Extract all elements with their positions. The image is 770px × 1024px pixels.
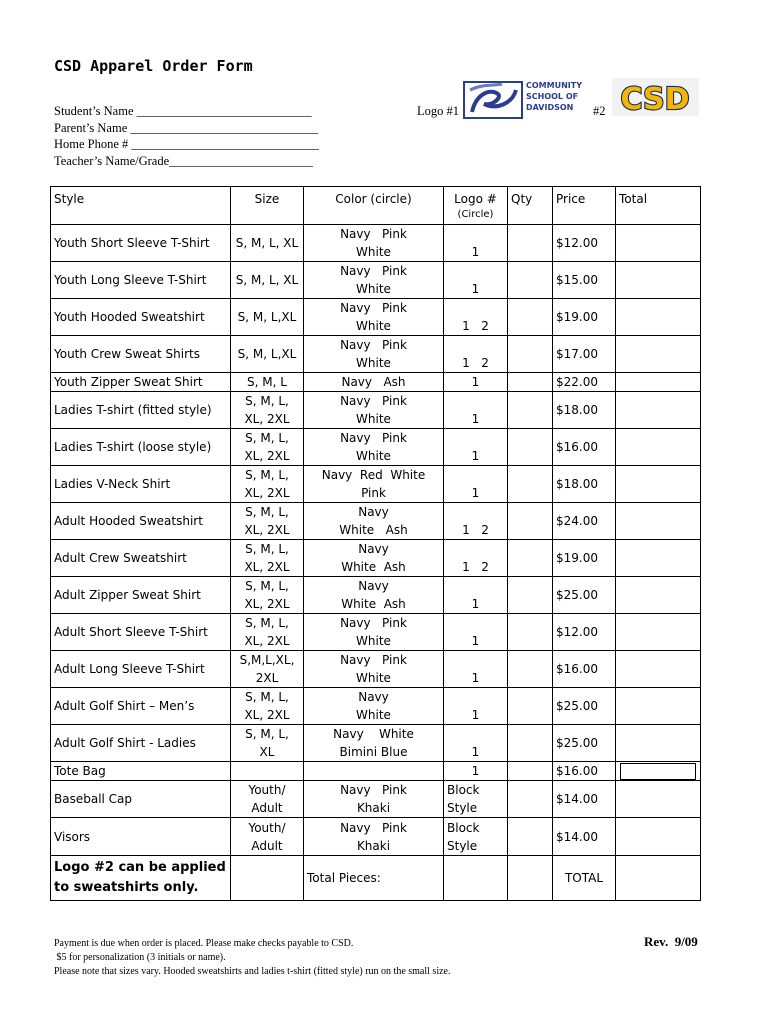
total-box[interactable] <box>620 763 696 780</box>
total-input[interactable] <box>616 336 701 373</box>
style-cell: Adult Zipper Sweat Shirt <box>51 577 231 614</box>
total-input[interactable] <box>616 466 701 503</box>
color-line: White <box>356 634 391 648</box>
total-input[interactable] <box>616 225 701 262</box>
logo-cell[interactable] <box>444 392 508 429</box>
size-line: S, M, L,XL <box>237 310 297 324</box>
color-line: Navy Pink <box>340 264 407 278</box>
qty-input[interactable] <box>508 577 553 614</box>
size-line: XL, 2XL <box>244 486 290 500</box>
color-cell[interactable] <box>304 429 444 466</box>
size-cell <box>231 503 304 540</box>
size-line: Adult <box>251 838 283 853</box>
size-line: XL, 2XL <box>244 449 290 463</box>
size-line: S, M, L, <box>245 579 289 593</box>
header-logo-label: Logo # <box>454 192 497 206</box>
logo-cell[interactable] <box>444 781 508 818</box>
price-cell: $12.00 <box>553 614 616 651</box>
color-cell[interactable] <box>304 392 444 429</box>
logo-cell[interactable] <box>444 262 508 299</box>
style-cell: Youth Long Sleeve T-Shirt <box>51 262 231 299</box>
size-line: XL, 2XL <box>244 412 290 426</box>
logo-value: 1 <box>471 486 480 500</box>
color-line: Navy Pink <box>340 820 407 835</box>
footer-line-payment: Payment is due when order is placed. Please make checks payable to CSD. <box>54 938 354 949</box>
size-cell <box>231 373 304 392</box>
logo-value: 1 2 <box>462 319 489 333</box>
price-cell: $18.00 <box>553 466 616 503</box>
logo-value: 1 <box>471 245 480 259</box>
logo-value: 1 2 <box>462 560 489 574</box>
logo1-text-line1: COMMUNITY <box>526 81 583 90</box>
table-row <box>51 818 701 856</box>
price-cell: $16.00 <box>553 651 616 688</box>
style-cell: Youth Hooded Sweatshirt <box>51 299 231 336</box>
logo1-text-line2: SCHOOL OF <box>526 92 579 101</box>
table-row <box>51 781 701 818</box>
color-line: Navy Pink <box>340 338 407 352</box>
logo-cell[interactable] <box>444 818 508 856</box>
size-line: S, M, L, XL <box>235 273 299 287</box>
price-cell: $16.00 <box>553 429 616 466</box>
csd-logo-text: CSD <box>620 82 690 116</box>
total-input[interactable] <box>616 540 701 577</box>
logo-cell[interactable] <box>444 614 508 651</box>
qty-input[interactable] <box>508 651 553 688</box>
size-cell <box>231 299 304 336</box>
size-line: S, M, L, XL <box>235 236 299 250</box>
price-cell: $25.00 <box>553 688 616 725</box>
size-line: XL <box>259 745 275 759</box>
logo-value: 1 <box>471 708 480 722</box>
logo-cell[interactable] <box>444 577 508 614</box>
logo-value: 1 <box>471 764 480 778</box>
student-info-block <box>54 103 319 169</box>
logo-note-line1: Logo #2 can be applied <box>54 860 226 875</box>
size-cell <box>231 818 304 856</box>
style-cell: Ladies T-shirt (fitted style) <box>51 392 231 429</box>
style-cell: Youth Crew Sweat Shirts <box>51 336 231 373</box>
size-cell <box>231 781 304 818</box>
table-row <box>51 540 701 577</box>
table-row <box>51 429 701 466</box>
size-cell <box>231 466 304 503</box>
logo1-text-line3: DAVIDSON <box>526 103 574 112</box>
size-line: S, M, L <box>247 375 287 389</box>
color-cell[interactable] <box>304 503 444 540</box>
total-input[interactable] <box>616 503 701 540</box>
total-input[interactable] <box>616 429 701 466</box>
color-line: White Ash <box>339 523 408 537</box>
size-line: S,M,L,XL, <box>239 653 295 667</box>
color-line: White <box>356 245 391 259</box>
color-cell[interactable] <box>304 336 444 373</box>
form-title: CSD Apparel Order Form <box>54 57 253 75</box>
qty-input[interactable] <box>508 429 553 466</box>
logo_lines-line: Style <box>447 838 478 853</box>
color-line: Khaki <box>356 838 391 853</box>
total-pieces-label: Total Pieces: <box>304 856 444 901</box>
price-cell: $25.00 <box>553 577 616 614</box>
logo-value: 1 2 <box>462 356 489 370</box>
price-cell: $24.00 <box>553 503 616 540</box>
size-line: S, M, L,XL <box>237 347 297 361</box>
style-cell: Visors <box>51 818 231 856</box>
header-size: Size <box>231 187 304 225</box>
size-cell <box>231 429 304 466</box>
logo-value: 1 <box>471 634 480 648</box>
size-line: XL, 2XL <box>244 597 290 611</box>
header-style: Style <box>51 187 231 225</box>
qty-input[interactable] <box>508 614 553 651</box>
total-label: TOTAL <box>553 856 616 901</box>
price-cell: $17.00 <box>553 336 616 373</box>
logo-note-line2: to sweatshirts only. <box>54 880 199 895</box>
qty-input[interactable] <box>508 725 553 762</box>
parent-name-field[interactable]: Parent’s Name ______________________________ <box>54 120 318 135</box>
header-price: Price <box>553 187 616 225</box>
style-cell: Youth Zipper Sweat Shirt <box>51 373 231 392</box>
price-cell: $19.00 <box>553 299 616 336</box>
size-cell <box>231 336 304 373</box>
logo-value: 1 <box>471 375 480 389</box>
price-cell: $18.00 <box>553 392 616 429</box>
color-line: White <box>356 449 391 463</box>
color-cell[interactable] <box>304 299 444 336</box>
color-line: White <box>356 412 391 426</box>
summary-logo-cell <box>444 856 508 901</box>
color-cell[interactable] <box>304 762 444 781</box>
color-line: White <box>356 671 391 685</box>
color-cell[interactable] <box>304 262 444 299</box>
color-line: Navy Pink <box>340 301 407 315</box>
qty-input[interactable] <box>508 262 553 299</box>
total-input[interactable] <box>616 688 701 725</box>
color-line: White Ash <box>341 597 406 611</box>
style-cell: Ladies T-shirt (loose style) <box>51 429 231 466</box>
color-line: Pink <box>361 486 386 500</box>
style-cell: Adult Short Sleeve T-Shirt <box>51 614 231 651</box>
table-row <box>51 614 701 651</box>
size-line: Adult <box>251 801 283 815</box>
footer-line-personalization: $5 for personalization (3 initials or name). <box>54 952 226 963</box>
color-line: Navy Pink <box>340 783 407 797</box>
total-input[interactable] <box>616 373 701 392</box>
size-line: S, M, L, <box>245 727 289 741</box>
logo2-label: #2 <box>593 104 606 118</box>
table-row <box>51 688 701 725</box>
color-line: White <box>356 708 391 722</box>
total-input[interactable] <box>616 614 701 651</box>
color-line: Navy Pink <box>340 394 407 408</box>
footer-notes <box>54 937 450 979</box>
size-line: S, M, L, <box>245 690 289 704</box>
color-line: Navy White <box>333 727 414 741</box>
style-cell: Adult Long Sleeve T-Shirt <box>51 651 231 688</box>
color-cell[interactable] <box>304 540 444 577</box>
total-input[interactable] <box>616 577 701 614</box>
header-total: Total <box>616 187 701 225</box>
logo_lines-line: Style <box>447 801 478 815</box>
color-line: White <box>356 282 391 296</box>
logo-cell[interactable] <box>444 225 508 262</box>
qty-input[interactable] <box>508 818 553 856</box>
table-row <box>51 466 701 503</box>
size-line: S, M, L, <box>245 394 289 408</box>
size-line: Youth/ <box>248 820 286 835</box>
logo-cell[interactable] <box>444 651 508 688</box>
student-name-field[interactable]: Student’s Name ____________________________ <box>54 104 312 118</box>
total-input[interactable] <box>616 818 701 856</box>
total-input[interactable] <box>616 725 701 762</box>
teacher-grade-field[interactable]: Teacher’s Name/Grade_______________________ <box>54 153 313 168</box>
color-cell[interactable] <box>304 577 444 614</box>
price-cell: $22.00 <box>553 373 616 392</box>
color-cell[interactable] <box>304 781 444 818</box>
logo-cell[interactable] <box>444 429 508 466</box>
price-cell: $12.00 <box>553 225 616 262</box>
logo-value: 1 <box>471 412 480 426</box>
total-input[interactable] <box>616 651 701 688</box>
size-line: XL, 2XL <box>244 708 290 722</box>
size-line: XL, 2XL <box>244 634 290 648</box>
qty-input[interactable] <box>508 466 553 503</box>
color-cell[interactable] <box>304 466 444 503</box>
color-line: Navy <box>358 542 389 556</box>
size-cell <box>231 540 304 577</box>
qty-input[interactable] <box>508 781 553 818</box>
color-line: Navy Pink <box>340 616 407 630</box>
color-cell[interactable] <box>304 725 444 762</box>
qty-input[interactable] <box>508 392 553 429</box>
table-row <box>51 392 701 429</box>
color-cell[interactable] <box>304 614 444 651</box>
size-line: XL, 2XL <box>244 560 290 574</box>
logo-cell[interactable] <box>444 336 508 373</box>
color-line: Bimini Blue <box>339 745 408 759</box>
style-cell: Tote Bag <box>51 762 231 781</box>
size-line: S, M, L, <box>245 616 289 630</box>
summary-size-cell <box>231 856 304 901</box>
price-cell: $14.00 <box>553 781 616 818</box>
color-cell[interactable] <box>304 651 444 688</box>
size-line: XL, 2XL <box>244 523 290 537</box>
logo-note <box>51 856 231 901</box>
size-cell <box>231 762 304 781</box>
logo-value: 1 <box>471 449 480 463</box>
logo-value: 1 <box>471 671 480 685</box>
logo-cell[interactable] <box>444 373 508 392</box>
color-cell[interactable] <box>304 688 444 725</box>
price-cell: $14.00 <box>553 818 616 856</box>
table-row <box>51 299 701 336</box>
total-pieces-input[interactable] <box>508 856 553 901</box>
total-input[interactable] <box>616 262 701 299</box>
color-line: Navy Red White <box>321 468 426 482</box>
color-line: White <box>356 319 391 333</box>
table-row <box>51 762 701 781</box>
size-cell <box>231 725 304 762</box>
order-table <box>50 186 701 901</box>
price-cell: $25.00 <box>553 725 616 762</box>
logo_lines-line: Block <box>447 783 480 797</box>
grand-total-input[interactable] <box>616 856 701 901</box>
color-line: White Ash <box>341 560 406 574</box>
logo-cell[interactable] <box>444 688 508 725</box>
logo-cell[interactable] <box>444 466 508 503</box>
color-line: Navy Ash <box>341 375 406 389</box>
size-cell <box>231 225 304 262</box>
style-cell: Youth Short Sleeve T-Shirt <box>51 225 231 262</box>
color-line: Navy Pink <box>340 653 407 667</box>
color-line: Navy Pink <box>340 431 407 445</box>
header-color: Color (circle) <box>304 187 444 225</box>
header-logo <box>444 187 508 225</box>
size-line: S, M, L, <box>245 542 289 556</box>
qty-input[interactable] <box>508 336 553 373</box>
logo1-label: Logo #1 <box>417 104 460 118</box>
size-cell <box>231 262 304 299</box>
color-cell[interactable] <box>304 225 444 262</box>
qty-input[interactable] <box>508 688 553 725</box>
color-line: Navy <box>358 690 389 704</box>
size-line: S, M, L, <box>245 505 289 519</box>
color-line: White <box>356 356 391 370</box>
size-cell <box>231 688 304 725</box>
price-cell: $19.00 <box>553 540 616 577</box>
logo-value: 1 <box>471 282 480 296</box>
qty-input[interactable] <box>508 225 553 262</box>
logo-cell[interactable] <box>444 299 508 336</box>
style-cell: Adult Golf Shirt – Men’s <box>51 688 231 725</box>
color-cell[interactable] <box>304 373 444 392</box>
table-row <box>51 503 701 540</box>
table-row <box>51 577 701 614</box>
qty-input[interactable] <box>508 373 553 392</box>
home-phone-field[interactable]: Home Phone # ______________________________ <box>54 137 319 151</box>
total-input[interactable] <box>616 762 701 781</box>
size-cell <box>231 614 304 651</box>
table-row <box>51 725 701 762</box>
header-logo-sub: (Circle) <box>457 209 494 220</box>
table-row <box>51 336 701 373</box>
style-cell: Baseball Cap <box>51 781 231 818</box>
total-input[interactable] <box>616 299 701 336</box>
size-line: S, M, L, <box>245 431 289 445</box>
color-line: Khaki <box>356 801 391 815</box>
table-row <box>51 225 701 262</box>
color-line: Navy Pink <box>340 227 407 241</box>
size-line: S, M, L, <box>245 468 289 482</box>
size-cell <box>231 651 304 688</box>
qty-input[interactable] <box>508 503 553 540</box>
logo_lines-line: Block <box>447 820 480 835</box>
size-line: 2XL <box>255 671 279 685</box>
size-cell <box>231 392 304 429</box>
price-cell: $15.00 <box>553 262 616 299</box>
table-row <box>51 373 701 392</box>
style-cell: Ladies V-Neck Shirt <box>51 466 231 503</box>
logo-value: 1 <box>471 745 480 759</box>
table-header-row <box>51 187 701 225</box>
style-cell: Adult Golf Shirt - Ladies <box>51 725 231 762</box>
price-cell: $16.00 <box>553 762 616 781</box>
style-cell: Adult Crew Sweatshirt <box>51 540 231 577</box>
logo-value: 1 2 <box>462 523 489 537</box>
logo-cell[interactable] <box>444 725 508 762</box>
community-school-logo <box>462 76 590 122</box>
table-row <box>51 262 701 299</box>
color-line: Navy <box>358 505 389 519</box>
color-line: Navy <box>358 579 389 593</box>
total-input[interactable] <box>616 392 701 429</box>
csd-logo <box>612 78 699 116</box>
size-cell <box>231 577 304 614</box>
summary-row <box>51 856 701 901</box>
qty-input[interactable] <box>508 299 553 336</box>
footer-line-sizes: Please note that sizes vary. Hooded sweatshirts and ladies t-shirt (fitted style) run on the small size. <box>54 966 451 977</box>
size-line: Youth/ <box>248 783 286 797</box>
color-cell[interactable] <box>304 818 444 856</box>
style-cell: Adult Hooded Sweatshirt <box>51 503 231 540</box>
revision-label: Rev. 9/09 <box>644 934 698 949</box>
qty-input[interactable] <box>508 762 553 781</box>
header-qty: Qty <box>508 187 553 225</box>
table-row <box>51 651 701 688</box>
logo-cell[interactable] <box>444 762 508 781</box>
total-input[interactable] <box>616 781 701 818</box>
qty-input[interactable] <box>508 540 553 577</box>
logo-cell[interactable] <box>444 540 508 577</box>
logo-value: 1 <box>471 597 480 611</box>
logo-cell[interactable] <box>444 503 508 540</box>
